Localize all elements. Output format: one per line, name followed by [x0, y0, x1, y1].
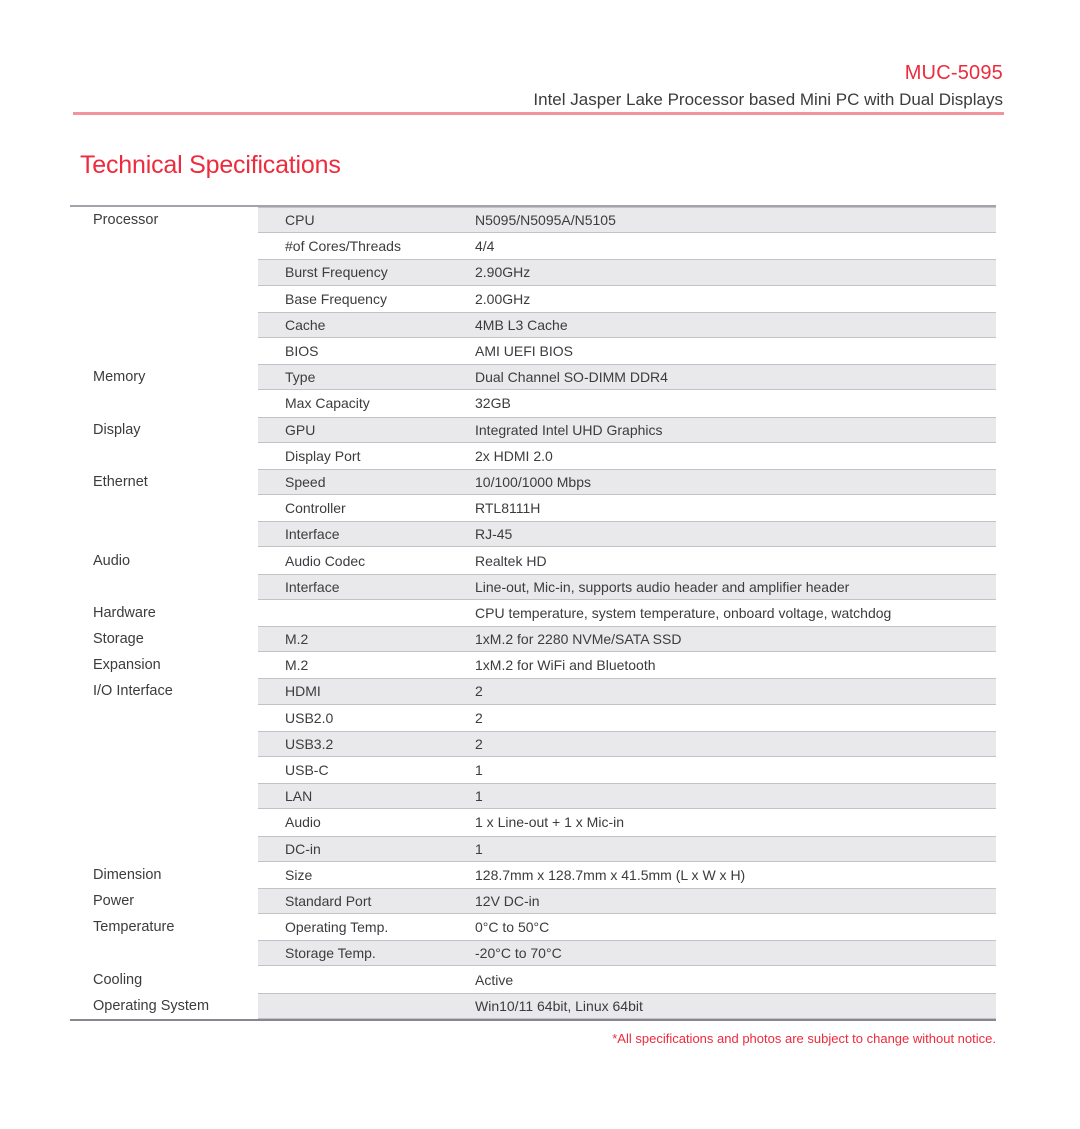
spec-name-cell: BIOS	[285, 343, 319, 360]
category-cell	[70, 731, 258, 757]
spec-name-cell: USB2.0	[285, 709, 334, 726]
spec-band	[258, 547, 996, 573]
spec-name-cell: Standard Port	[285, 892, 372, 909]
model-number: MUC-5095	[904, 62, 1003, 84]
spec-row	[70, 417, 996, 443]
spec-band	[258, 495, 996, 521]
spec-name-cell: GPU	[285, 421, 316, 438]
spec-name-cell: DC-in	[285, 840, 321, 857]
spec-value-cell: 1	[475, 762, 483, 779]
spec-value-cell: 12V DC-in	[475, 892, 540, 909]
doc-header	[533, 62, 1003, 110]
product-subtitle: Intel Jasper Lake Processor based Mini PC with Dual Displays	[533, 90, 1003, 109]
category-cell: Power	[93, 892, 135, 909]
spec-band	[258, 966, 996, 992]
spec-band	[258, 993, 996, 1019]
spec-name-cell: Operating Temp.	[285, 919, 389, 936]
spec-band	[258, 600, 996, 626]
spec-band	[258, 626, 996, 652]
header-rule	[73, 112, 1004, 115]
spec-band	[258, 390, 996, 416]
category-cell: Operating System	[93, 997, 210, 1014]
spec-row	[70, 547, 996, 573]
spec-row	[70, 286, 996, 312]
spec-band	[258, 312, 996, 338]
spec-row	[70, 809, 996, 835]
spec-band	[258, 574, 996, 600]
spec-value-cell: -20°C to 70°C	[475, 945, 562, 962]
spec-name-cell: Interface	[285, 578, 340, 595]
spec-name-cell: Cache	[285, 316, 326, 333]
spec-band	[258, 862, 996, 888]
spec-row	[70, 652, 996, 678]
spec-value-cell: 1xM.2 for WiFi and Bluetooth	[475, 657, 656, 674]
category-cell	[70, 312, 258, 338]
spec-row	[70, 469, 996, 495]
spec-band	[258, 836, 996, 862]
spec-band	[258, 705, 996, 731]
category-cell	[70, 286, 258, 312]
spec-name-cell: M.2	[285, 631, 309, 648]
category-cell	[70, 521, 258, 547]
spec-row	[70, 783, 996, 809]
spec-name-cell: CPU	[285, 212, 315, 229]
category-cell: Cooling	[93, 971, 143, 988]
category-cell	[70, 940, 258, 966]
spec-row	[70, 390, 996, 416]
spec-row	[70, 940, 996, 966]
category-cell	[70, 259, 258, 285]
spec-name-cell	[258, 993, 475, 1019]
spec-band	[258, 757, 996, 783]
spec-row	[70, 862, 996, 888]
spec-row	[70, 443, 996, 469]
spec-value-cell: Line-out, Mic-in, supports audio header and amplifier header	[475, 578, 850, 595]
category-cell	[70, 705, 258, 731]
spec-row	[70, 678, 996, 704]
spec-name-cell: Audio	[285, 814, 321, 831]
spec-row	[70, 233, 996, 259]
spec-name-cell: #of Cores/Threads	[285, 238, 401, 255]
spec-row	[70, 338, 996, 364]
spec-row	[70, 888, 996, 914]
spec-band	[258, 233, 996, 259]
spec-row	[70, 966, 996, 992]
spec-value-cell: CPU temperature, system temperature, onboard voltage, watchdog	[475, 604, 892, 621]
spec-row	[70, 574, 996, 600]
spec-name-cell: Max Capacity	[285, 395, 370, 412]
spec-band	[258, 286, 996, 312]
category-cell: Display	[93, 421, 141, 438]
spec-name-cell: USB3.2	[285, 735, 334, 752]
spec-name-cell: Size	[285, 866, 313, 883]
category-cell: Memory	[93, 369, 146, 386]
spec-value-cell: 2	[475, 683, 483, 700]
category-cell	[70, 338, 258, 364]
category-cell	[70, 836, 258, 862]
spec-band	[258, 783, 996, 809]
category-cell	[70, 757, 258, 783]
spec-band	[258, 731, 996, 757]
spec-value-cell: RJ-45	[475, 526, 513, 543]
category-cell	[70, 495, 258, 521]
category-cell	[70, 574, 258, 600]
spec-value-cell: 32GB	[475, 395, 511, 412]
spec-band	[258, 888, 996, 914]
spec-name-cell: Storage Temp.	[285, 945, 376, 962]
spec-row	[70, 207, 996, 233]
spec-band	[258, 338, 996, 364]
spec-name-cell: Interface	[285, 526, 340, 543]
category-cell: Processor	[93, 212, 159, 229]
category-cell	[70, 783, 258, 809]
spec-value-cell: 1	[475, 788, 483, 805]
spec-name-cell: USB-C	[285, 762, 329, 779]
spec-row	[70, 626, 996, 652]
spec-value-cell: 2	[475, 709, 483, 726]
category-cell	[70, 809, 258, 835]
spec-name-cell: LAN	[285, 788, 313, 805]
spec-band	[258, 678, 996, 704]
category-cell: Ethernet	[93, 473, 148, 490]
spec-row	[70, 364, 996, 390]
spec-name-cell: Controller	[285, 500, 346, 517]
category-cell	[70, 443, 258, 469]
spec-value-cell: 2	[475, 735, 483, 752]
spec-value-cell: Integrated Intel UHD Graphics	[475, 421, 663, 438]
spec-value-cell: 10/100/1000 Mbps	[475, 473, 591, 490]
spec-value-cell: N5095/N5095A/N5105	[475, 212, 616, 229]
spec-name-cell: HDMI	[285, 683, 321, 700]
spec-row	[70, 600, 996, 626]
spec-value-cell: 1xM.2 for 2280 NVMe/SATA SSD	[475, 631, 682, 648]
spec-row	[70, 312, 996, 338]
spec-value-cell: Realtek HD	[475, 552, 547, 569]
category-cell: Expansion	[93, 657, 161, 674]
spec-name-cell: Audio Codec	[285, 552, 366, 569]
spec-table	[70, 205, 996, 1021]
spec-value-cell: 4/4	[475, 238, 495, 255]
spec-value-cell: 1 x Line-out + 1 x Mic-in	[475, 814, 625, 831]
spec-value-cell: Active	[475, 971, 514, 988]
spec-band	[258, 207, 996, 233]
spec-row	[70, 731, 996, 757]
category-cell: Storage	[93, 631, 144, 648]
spec-value-cell: RTL8111H	[475, 500, 541, 517]
spec-row	[70, 757, 996, 783]
spec-band	[258, 417, 996, 443]
category-cell: Dimension	[93, 866, 162, 883]
spec-row	[70, 259, 996, 285]
spec-row	[70, 914, 996, 940]
spec-band	[258, 469, 996, 495]
spec-row	[70, 993, 996, 1019]
spec-name-cell: Type	[285, 369, 316, 386]
spec-row	[70, 836, 996, 862]
spec-band	[258, 521, 996, 547]
spec-name-cell: Base Frequency	[285, 290, 387, 307]
spec-band	[258, 443, 996, 469]
category-cell: Audio	[93, 552, 131, 569]
spec-value-cell: AMI UEFI BIOS	[475, 343, 574, 360]
spec-row	[70, 521, 996, 547]
spec-name-cell	[258, 966, 475, 992]
category-cell	[70, 390, 258, 416]
footnote: *All specifications and photos are subject to change without notice.	[612, 1031, 996, 1046]
spec-name-cell: M.2	[285, 657, 309, 674]
spec-band	[258, 364, 996, 390]
spec-value-cell: 4MB L3 Cache	[475, 316, 568, 333]
spec-band	[258, 809, 996, 835]
spec-value-cell: 2.90GHz	[475, 264, 531, 281]
spec-value-cell: 128.7mm x 128.7mm x 41.5mm (L x W x H)	[475, 866, 746, 883]
spec-band	[258, 652, 996, 678]
category-cell: Hardware	[93, 604, 156, 621]
spec-value-cell: 1	[475, 840, 483, 857]
category-cell: Temperature	[93, 919, 175, 936]
spec-name-cell: Burst Frequency	[285, 264, 388, 281]
spec-value-cell: 2x HDMI 2.0	[475, 447, 553, 464]
spec-value-cell: 2.00GHz	[475, 290, 531, 307]
spec-row	[70, 495, 996, 521]
spec-name-cell	[258, 600, 475, 626]
spec-value-cell: Win10/11 64bit, Linux 64bit	[475, 997, 643, 1014]
spec-value-cell: 0°C to 50°C	[475, 919, 550, 936]
section-title: Technical Specifications	[80, 151, 341, 179]
category-cell: I/O Interface	[93, 683, 173, 700]
spec-row	[70, 705, 996, 731]
spec-band	[258, 914, 996, 940]
spec-value-cell: Dual Channel SO-DIMM DDR4	[475, 369, 668, 386]
spec-name-cell: Speed	[285, 473, 326, 490]
category-cell	[70, 233, 258, 259]
spec-band	[258, 940, 996, 966]
spec-band	[258, 259, 996, 285]
spec-name-cell: Display Port	[285, 447, 361, 464]
